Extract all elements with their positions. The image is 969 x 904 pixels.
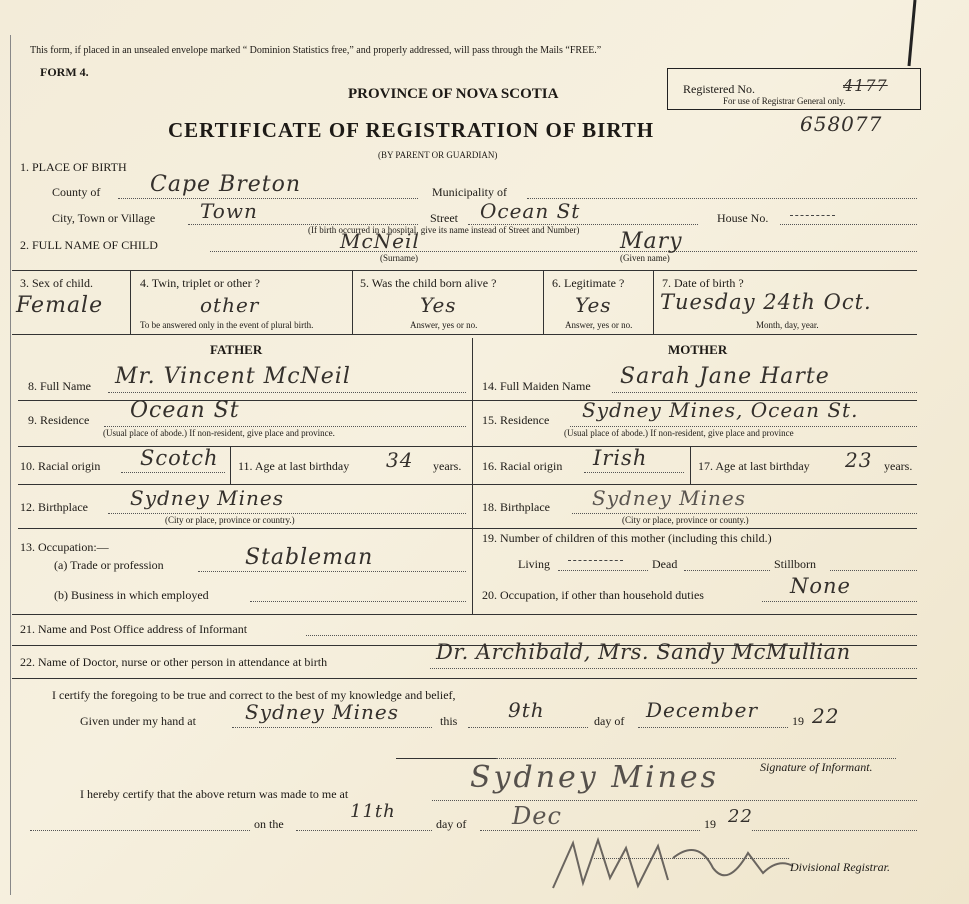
ink-stroke-mark <box>905 0 919 68</box>
county-value: Cape Breton <box>150 172 302 197</box>
row3-top-rule <box>12 270 917 271</box>
row3-divider-1 <box>130 270 131 334</box>
informant-label: 21. Name and Post Office address of Informant <box>20 622 248 636</box>
father-name-label: 8. Full Name <box>28 379 91 393</box>
doctor-value: Dr. Archibald, Mrs. Sandy McMullian <box>436 640 851 664</box>
mother-stillborn-label: Stillborn <box>774 557 817 571</box>
dob-label: 7. Date of birth ? <box>662 276 744 290</box>
legit-note: Answer, yes or no. <box>565 320 633 330</box>
given-year-prefix: 19 <box>792 714 804 728</box>
mother-sep-4 <box>472 528 917 529</box>
father-residence-line <box>104 426 466 427</box>
return-day-value: 11th <box>350 801 396 822</box>
father-business-label: (b) Business in which employed <box>54 588 209 602</box>
legit-label: 6. Legitimate ? <box>552 276 625 290</box>
given-this-label: this <box>440 714 458 728</box>
mother-birthplace-label: 18. Birthplace <box>482 500 550 514</box>
mother-dead-label: Dead <box>652 557 678 571</box>
signature-caption: Signature of Informant. <box>760 760 873 774</box>
mother-dead-line <box>684 570 770 571</box>
signature-line <box>496 758 896 759</box>
hospital-note: (If birth occurred in a hospital, give its name instead of Street and Number) <box>308 225 580 235</box>
mother-name-value: Sarah Jane Harte <box>620 364 830 389</box>
father-sep-1 <box>18 400 472 401</box>
city-value: Town <box>200 199 258 223</box>
father-sep-4 <box>18 528 472 529</box>
mother-birthplace-value: Sydney Mines <box>592 486 747 510</box>
return-day-line <box>296 830 432 831</box>
father-sep-2 <box>18 446 472 447</box>
given-month-value: December <box>646 698 759 722</box>
parents-bottom-rule <box>12 614 917 615</box>
row3-divider-2 <box>352 270 353 334</box>
return-place-line <box>432 800 917 801</box>
row3-divider-3 <box>543 270 544 334</box>
child-surname-value: McNeil <box>340 229 420 253</box>
return-day-of-label: day of <box>436 817 467 831</box>
father-racial-value: Scotch <box>140 446 219 470</box>
mother-residence-label: 15. Residence <box>482 413 550 427</box>
return-place-value: Sydney Mines <box>470 760 720 795</box>
alive-label: 5. Was the child born alive ? <box>360 276 497 290</box>
father-birthplace-line <box>108 513 466 514</box>
father-age-label: 11. Age at last birthday <box>238 459 350 473</box>
mother-heading: MOTHER <box>668 342 728 357</box>
registered-no-label: Registered No. <box>683 82 755 96</box>
municipality-label: Municipality of <box>432 185 507 199</box>
mother-racial-divider <box>690 446 691 484</box>
row3-divider-4 <box>653 270 654 334</box>
father-birthplace-value: Sydney Mines <box>130 486 285 510</box>
province-heading: PROVINCE OF NOVA SCOTIA <box>348 86 559 102</box>
municipality-line <box>527 198 917 199</box>
father-name-value: Mr. Vincent McNeil <box>115 364 351 389</box>
city-label: City, Town or Village <box>52 211 156 225</box>
father-heading: FATHER <box>210 342 263 357</box>
street-label: Street <box>430 211 458 225</box>
doctor-rule <box>12 678 917 679</box>
given-month-line <box>638 727 788 728</box>
father-residence-label: 9. Residence <box>28 413 90 427</box>
mother-name-line <box>612 392 917 393</box>
legit-value: Yes <box>575 293 612 317</box>
alive-note: Answer, yes or no. <box>410 320 478 330</box>
mother-living-dash <box>568 560 623 561</box>
mother-residence-line <box>570 426 917 427</box>
house-line <box>780 224 917 225</box>
row3-bottom-rule <box>12 334 917 335</box>
mother-occupation-line <box>762 601 917 602</box>
mother-racial-value: Irish <box>593 446 648 470</box>
father-sep-3 <box>18 484 472 485</box>
dob-value: Tuesday 24th Oct. <box>660 290 872 314</box>
street-value: Ocean St <box>480 199 581 223</box>
mother-age-unit: years. <box>884 459 913 473</box>
given-day-of-label: day of <box>594 714 625 728</box>
given-place-line <box>232 727 432 728</box>
mother-children-label: 19. Number of children of this mother (including this child.) <box>482 531 772 545</box>
twin-label: 4. Twin, triplet or other ? <box>140 276 260 290</box>
father-residence-note: (Usual place of abode.) If non-resident, give place and province. <box>103 428 335 438</box>
county-label: County of <box>52 185 101 199</box>
father-business-line <box>250 601 466 602</box>
mother-sep-2 <box>472 446 917 447</box>
mother-name-label: 14. Full Maiden Name <box>482 379 591 393</box>
return-on-line-left <box>30 830 250 831</box>
doctor-line <box>430 668 917 669</box>
return-year-prefix: 19 <box>704 817 716 831</box>
stamped-number: 658077 <box>800 112 883 136</box>
given-place-value: Sydney Mines <box>245 700 400 724</box>
mother-living-label: Living <box>518 557 550 571</box>
parents-column-divider <box>472 338 473 614</box>
house-dash <box>790 215 835 216</box>
alive-value: Yes <box>420 293 457 317</box>
doctor-label: 22. Name of Doctor, nurse or other person in attendance at birth <box>20 655 328 669</box>
father-occupation-label: 13. Occupation:— <box>20 540 109 554</box>
mail-notice: This form, if placed in an unsealed envelope marked “ Dominion Statistics free,” and properly addressed, will pass through the Mails “FREE.” <box>30 45 602 56</box>
form-number: FORM 4. <box>40 65 89 79</box>
child-surname-caption: (Surname) <box>380 253 418 263</box>
registrar-caption: Divisional Registrar. <box>790 860 891 874</box>
father-racial-divider <box>230 446 231 484</box>
registrar-line <box>594 858 789 859</box>
given-day-value: 9th <box>508 698 545 722</box>
place-of-birth-label: 1. PLACE OF BIRTH <box>20 160 127 174</box>
signature-line-left <box>396 758 496 759</box>
father-racial-line <box>121 472 225 473</box>
father-birthplace-note: (City or place, province or country.) <box>165 515 295 525</box>
page-title: CERTIFICATE OF REGISTRATION OF BIRTH <box>168 118 655 142</box>
child-given-caption: (Given name) <box>620 253 670 263</box>
return-month-value: Dec <box>512 802 562 830</box>
mother-sep-3 <box>472 484 917 485</box>
page-subtitle: (BY PARENT OR GUARDIAN) <box>378 150 498 160</box>
informant-line <box>306 635 917 636</box>
mother-racial-label: 16. Racial origin <box>482 459 563 473</box>
father-trade-value: Stableman <box>245 545 374 570</box>
given-day-line <box>468 727 588 728</box>
father-name-line <box>108 392 466 393</box>
child-name-line <box>210 251 917 252</box>
house-label: House No. <box>717 211 769 225</box>
county-line <box>118 198 418 199</box>
mother-residence-note: (Usual place of abode.) If non-resident, give place and province <box>564 428 794 438</box>
given-under-label: Given under my hand at <box>80 714 196 728</box>
mother-birthplace-note: (City or place, province or county.) <box>622 515 749 525</box>
mother-birthplace-line <box>572 513 917 514</box>
return-on-the-label: on the <box>254 817 284 831</box>
father-age-unit: years. <box>433 459 462 473</box>
father-racial-label: 10. Racial origin <box>20 459 101 473</box>
father-residence-value: Ocean St <box>130 398 240 423</box>
given-year-value: 22 <box>812 704 840 728</box>
sex-value: Female <box>16 293 104 318</box>
father-trade-label: (a) Trade or profession <box>54 558 164 572</box>
mother-stillborn-line <box>830 570 917 571</box>
mother-age-value: 23 <box>845 448 873 472</box>
twin-note: To be answered only in the event of plural birth. <box>140 320 314 330</box>
registrar-note: For use of Registrar General only. <box>723 96 846 106</box>
registrar-signature <box>548 828 798 894</box>
mother-residence-value: Sydney Mines, Ocean St. <box>582 398 859 422</box>
certify-statement: I certify the foregoing to be true and correct to the best of my knowledge and belief, <box>52 688 456 702</box>
sex-label: 3. Sex of child. <box>20 276 93 290</box>
twin-value: other <box>200 293 260 317</box>
father-birthplace-label: 12. Birthplace <box>20 500 88 514</box>
return-label: I hereby certify that the above return was made to me at <box>80 787 349 801</box>
dob-note: Month, day, year. <box>756 320 819 330</box>
father-trade-line <box>198 571 466 572</box>
child-name-label: 2. FULL NAME OF CHILD <box>20 238 158 252</box>
mother-occupation-label: 20. Occupation, if other than household duties <box>482 588 704 602</box>
mother-racial-line <box>584 472 684 473</box>
mother-occupation-value: None <box>790 574 851 598</box>
left-margin-rule <box>10 35 11 895</box>
mother-age-label: 17. Age at last birthday <box>698 459 810 473</box>
return-year-value: 22 <box>728 806 753 827</box>
child-given-value: Mary <box>620 229 683 254</box>
registered-no-value: 4177 <box>843 76 888 95</box>
father-age-value: 34 <box>386 448 414 472</box>
mother-living-line <box>558 570 648 571</box>
